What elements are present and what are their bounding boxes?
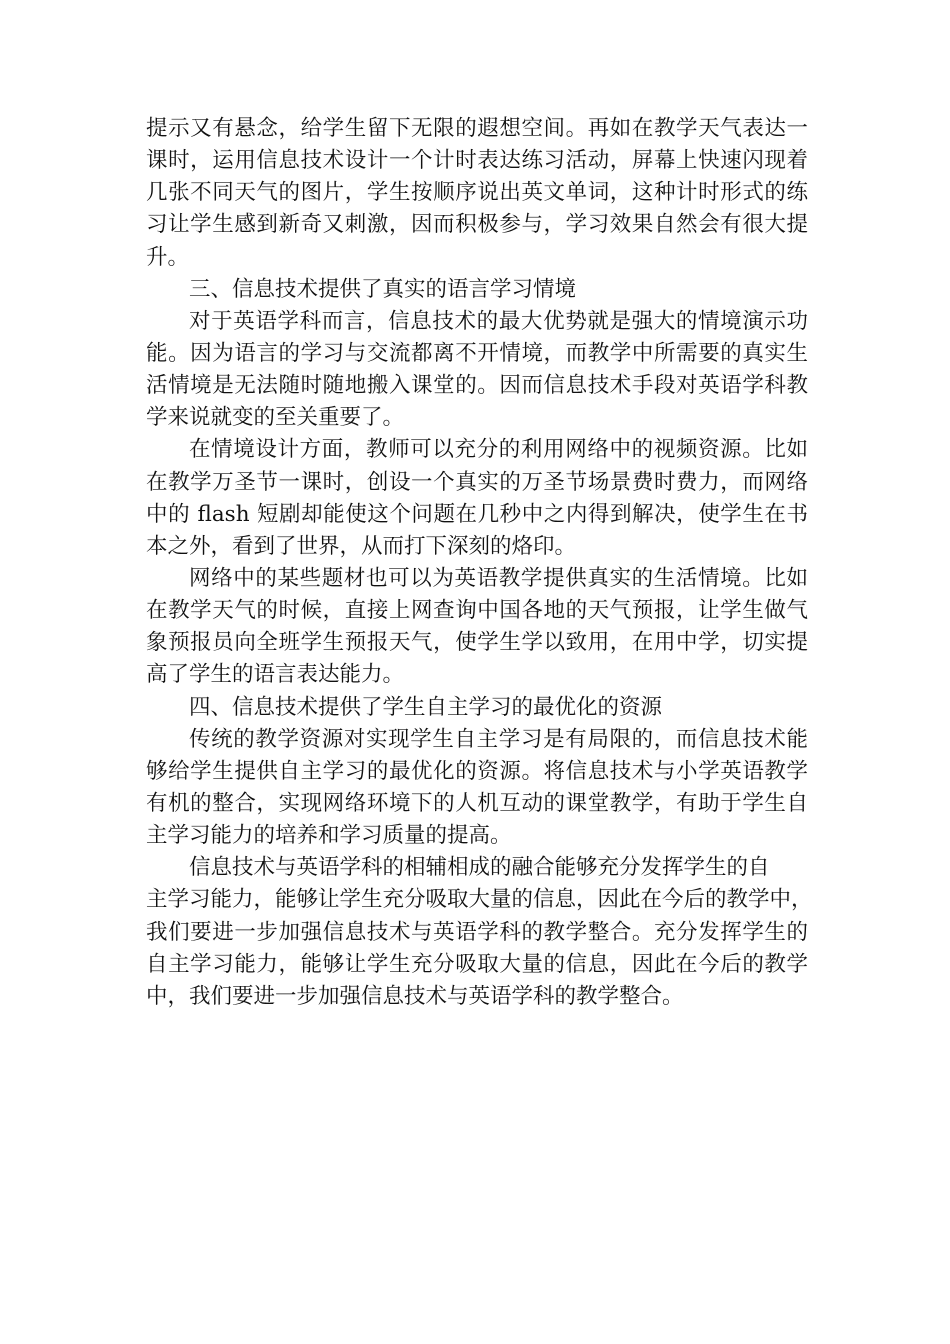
text-line: 学来说就变的至关重要了。 <box>146 405 405 431</box>
text-line: 信息技术与英语学科的相辅相成的融合能够充分发挥学生的自 <box>189 855 770 881</box>
text-line: 课时，运用信息技术设计一个计时表达练习活动，屏幕上快速闪现着 <box>146 148 808 174</box>
text-line: 能。因为语言的学习与交流都离不开情境，而教学中所需要的真实生 <box>146 340 808 366</box>
text-line: 活情境是无法随时随地搬入课堂的。因而信息技术手段对英语学科教 <box>146 373 808 399</box>
text-line: 我们要进一步加强信息技术与英语学科的教学整合。充分发挥学生的 <box>146 919 808 945</box>
text-line: 传统的教学资源对实现学生自主学习是有局限的，而信息技术能 <box>189 726 808 752</box>
text-line: 对于英语学科而言，信息技术的最大优势就是强大的情境演示功 <box>189 308 808 334</box>
text-line: 主学习能力的培养和学习质量的提高。 <box>146 823 512 849</box>
text-line: 三、信息技术提供了真实的语言学习情境 <box>189 276 577 302</box>
text-line: 自主学习能力，能够让学生充分吸取大量的信息，因此在今后的教学 <box>146 951 808 977</box>
text-line: 中的 flash 短剧却能使这个问题在几秒中之内得到解决，使学生在书 <box>146 501 808 527</box>
text-line: 象预报员向全班学生预报天气，使学生学以致用，在用中学，切实提 <box>146 630 808 656</box>
text-line: 主学习能力，能够让学生充分吸取大量的信息，因此在今后的教学中， <box>146 887 813 913</box>
text-line: 四、信息技术提供了学生自主学习的最优化的资源 <box>189 694 663 720</box>
text-line: 在教学万圣节一课时，创设一个真实的万圣节场景费时费力，而网络 <box>146 469 808 495</box>
text-line: 提示又有悬念，给学生留下无限的遐想空间。再如在教学天气表达一 <box>146 116 808 141</box>
document-body <box>146 113 813 1013</box>
text-line: 网络中的某些题材也可以为英语教学提供真实的生活情境。比如 <box>189 565 808 591</box>
text-line: 高了学生的语言表达能力。 <box>146 662 405 688</box>
text-line: 有机的整合，实现网络环境下的人机互动的课堂教学，有助于学生自 <box>146 790 808 816</box>
text-line: 在情境设计方面，教师可以充分的利用网络中的视频资源。比如 <box>189 437 808 463</box>
text-line: 本之外，看到了世界，从而打下深刻的烙印。 <box>146 533 577 559</box>
text-line: 习让学生感到新奇又刺激，因而积极参与，学习效果自然会有很大提 <box>146 212 808 238</box>
text-line: 在教学天气的时候，直接上网查询中国各地的天气预报，让学生做气 <box>146 598 808 624</box>
text-line: 几张不同天气的图片，学生按顺序说出英文单词，这种计时形式的练 <box>146 180 808 206</box>
text-line: 升。 <box>146 244 190 270</box>
text-line: 够给学生提供自主学习的最优化的资源。将信息技术与小学英语教学 <box>146 758 808 784</box>
text-line: 中，我们要进一步加强信息技术与英语学科的教学整合。 <box>146 983 684 1009</box>
